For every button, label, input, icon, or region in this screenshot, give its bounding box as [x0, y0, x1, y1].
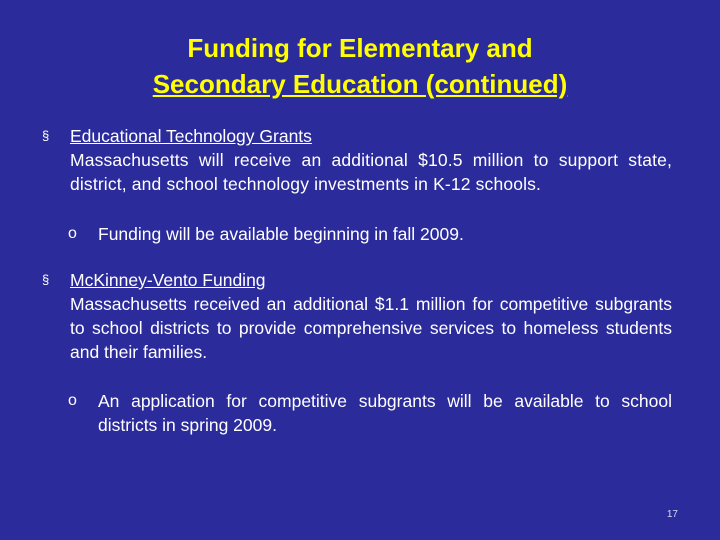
sub-bullet-text: Funding will be available beginning in fall 2009. — [98, 224, 464, 244]
bullet-educational-technology — [42, 124, 672, 196]
title-line-1: Funding for Elementary and — [187, 33, 533, 63]
sub-bullet-application — [68, 389, 672, 437]
sub-bullet-funding-availability — [68, 222, 672, 246]
sub-bullet-text: An application for competitive subgrants will be available to school districts in spring 2009. — [98, 391, 672, 435]
bullet-mckinney-vento — [42, 268, 672, 364]
bullet-marker: § — [42, 128, 50, 143]
bullet-marker: § — [42, 272, 50, 287]
bullet-body: Massachusetts will receive an additional $10.5 million to support state, district, and school technology investments in K-12 schools. — [70, 150, 672, 194]
page-number: 17 — [666, 509, 678, 520]
sub-bullet-marker: o — [68, 225, 77, 242]
bullet-body: Massachusetts received an additional $1.1 million for competitive subgrants to school districts to provide comprehensive services to homeless students and their families. — [70, 294, 672, 362]
slide-title — [60, 30, 660, 102]
title-line-2: Secondary Education (continued) — [152, 69, 568, 99]
bullet-heading: McKinney-Vento Funding — [70, 270, 266, 290]
bullet-heading: Educational Technology Grants — [70, 126, 312, 146]
sub-bullet-marker: o — [68, 392, 77, 409]
